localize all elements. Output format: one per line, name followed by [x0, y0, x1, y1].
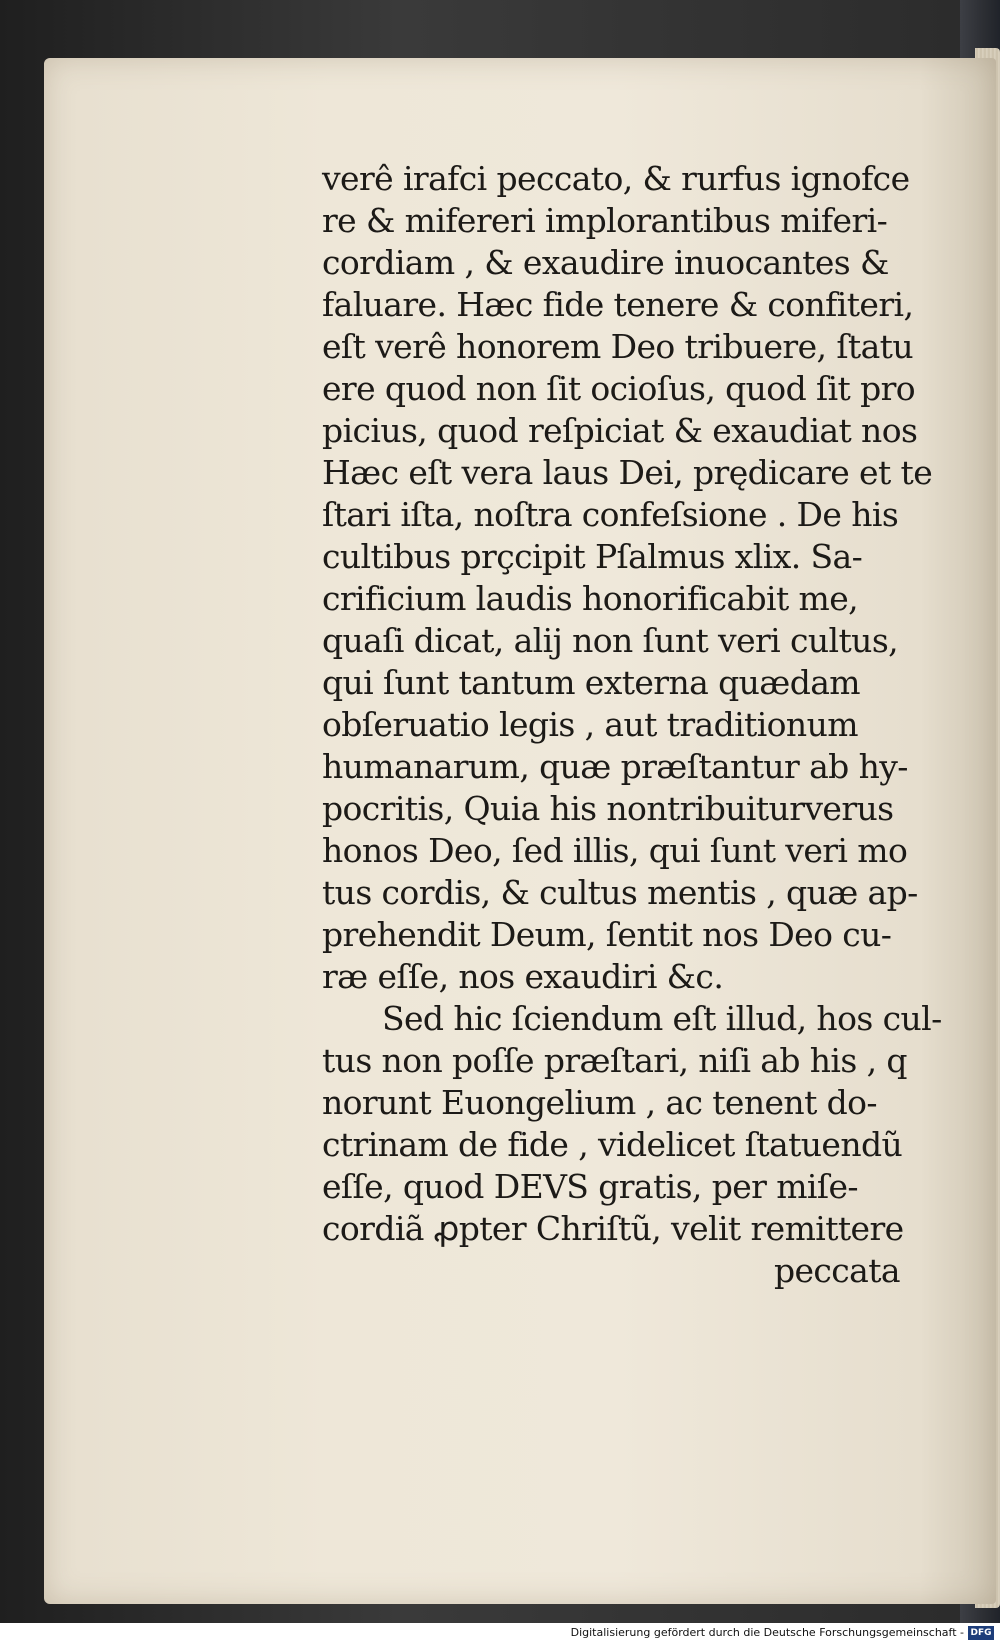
text-line: cultibus prçcipit Pſalmus xlix. Sa- [322, 537, 863, 576]
digitization-credit: Digitalisierung gefördert durch die Deutsche Forschungsgemeinschaft - [570, 1626, 964, 1639]
text-line: qui ſunt tantum externa quædam [322, 663, 860, 702]
page-text-block [322, 158, 950, 1292]
text-line: honos Deo, ſed illis, qui ſunt veri mo [322, 831, 908, 870]
text-line: eſt verê honorem Deo tribuere, ſtatu [322, 327, 913, 366]
text-line: cordiam , & exaudire inuocantes & [322, 243, 889, 282]
text-line: eſſe, quod DEVS gratis, per miſe- [322, 1167, 858, 1206]
text-line: quaſi dicat, alij non ſunt veri cultus, [322, 621, 899, 660]
text-line: pocritis, Quia his nontribuiturverus [322, 789, 894, 828]
text-line: faluare. Hæc fide tenere & confiteri, [322, 285, 914, 324]
text-line: crificium laudis honorificabit me, [322, 579, 859, 618]
text-line: cordiã ꝓpter Chriſtũ, velit remittere [322, 1209, 904, 1248]
catchword: peccata [773, 1251, 900, 1290]
text-line: ræ eſſe, nos exaudiri &c. [322, 957, 724, 996]
text-line: prehendit Deum, ſentit nos Deo cu- [322, 915, 892, 954]
text-line: tus cordis, & cultus mentis , quæ ap- [322, 873, 918, 912]
text-line: ſtari iſta, noſtra confeſsione . De his [322, 495, 899, 534]
text-line: tus non poſſe præſtari, niſi ab his , q [322, 1041, 907, 1080]
text-line: re & mifereri implorantibus miferi- [322, 201, 888, 240]
text-line: obſeruatio legis , aut traditionum [322, 705, 858, 744]
text-line: Hæc eſt vera laus Dei, prędicare et te [322, 453, 933, 492]
text-line: verê irafci peccato, & rurfus ignofce [322, 159, 910, 198]
text-line: ere quod non ſit ocioſus, quod ſit pro [322, 369, 916, 408]
text-line: humanarum, quæ præſtantur ab hy- [322, 747, 908, 786]
dfg-logo-icon: DFG [968, 1626, 994, 1640]
text-line: ctrinam de fide , videlicet ſtatuendũ [322, 1125, 903, 1164]
text-line: norunt Euongelium , ac tenent do- [322, 1083, 877, 1122]
paragraph-start-line: Sed hic ſciendum eſt illud, hos cul- [382, 999, 942, 1038]
text-line: picius, quod reſpiciat & exaudiat nos [322, 411, 918, 450]
